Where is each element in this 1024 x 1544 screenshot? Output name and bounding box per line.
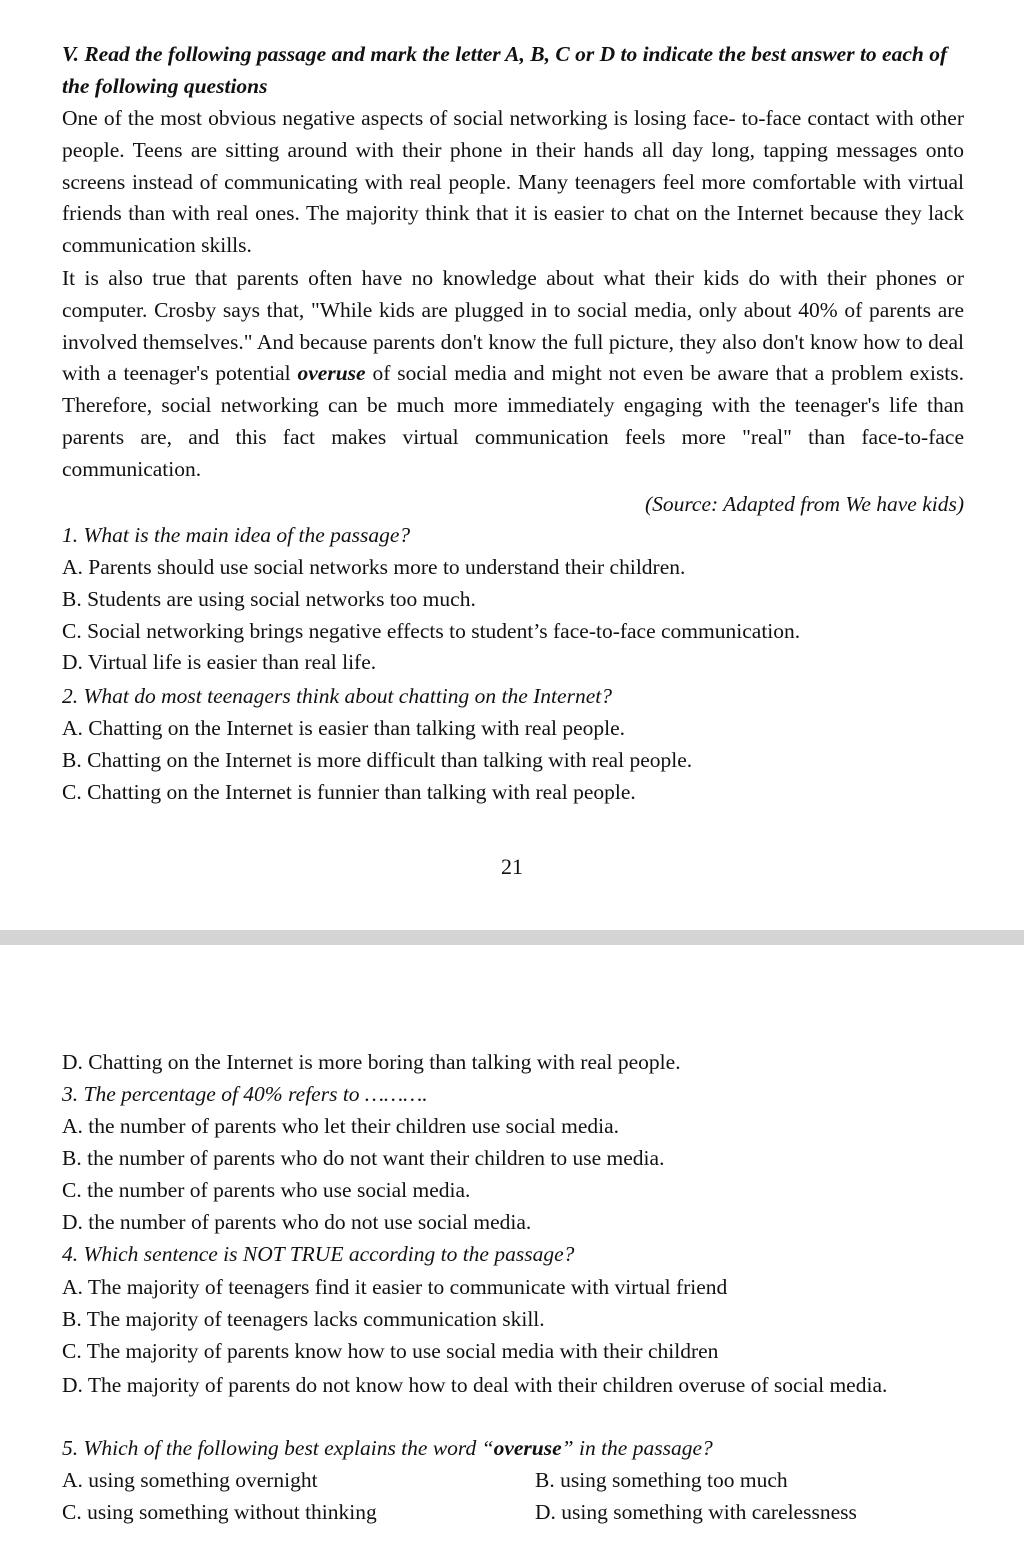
question-3-stem: 3. The percentage of 40% refers to ………. <box>62 1082 428 1106</box>
question-1-option-d: D. Virtual life is easier than real life. <box>62 650 377 674</box>
question-1-option-a: A. Parents should use social networks more to understand their children. <box>62 555 686 579</box>
page-separator <box>0 930 1024 945</box>
question-5-option-b: B. using something too much <box>535 1468 788 1492</box>
question-1-option-c: C. Social networking brings negative effects to student’s face-to-face communication. <box>62 619 801 643</box>
question-4-option-c: C. The majority of parents know how to use social media with their children <box>62 1339 719 1363</box>
question-3-option-d: D. the number of parents who do not use social media. <box>62 1210 532 1234</box>
question-5-stem-prefix: 5. Which of the following best explains the word “ <box>62 1436 494 1460</box>
question-4-option-d: D. The majority of parents do not know how to deal with their children overuse of social media. <box>62 1373 888 1397</box>
question-3-option-c: C. the number of parents who use social media. <box>62 1178 471 1202</box>
question-2-option-c: C. Chatting on the Internet is funnier than talking with real people. <box>62 780 636 804</box>
passage-paragraph-2 <box>62 263 964 486</box>
question-4-option-a: A. The majority of teenagers find it easier to communicate with virtual friend <box>62 1275 728 1299</box>
exercise-heading: V. Read the following passage and mark the letter A, B, C or D to indicate the best answer to each of the following questions <box>62 42 948 98</box>
question-5-stem-suffix: ” in the passage? <box>561 1436 713 1460</box>
paragraph-2-part-1: It is also true that parents often have no knowledge about what their kids do with their phones or computer. Crosby says that, "While kids are plugged in to social media, only about 40% of parents are involved themselves." And because parents don't know the full picture, they also don't know how to deal with a teenager's potential <box>62 266 964 386</box>
question-2-option-a: A. Chatting on the Internet is easier than talking with real people. <box>62 716 626 740</box>
keyword-overuse: overuse <box>297 361 366 386</box>
question-1-stem: 1. What is the main idea of the passage? <box>62 523 411 547</box>
page-22 <box>0 945 1024 1544</box>
question-1-option-b: B. Students are using social networks too much. <box>62 587 476 611</box>
question-3-option-a: A. the number of parents who let their children use social media. <box>62 1114 620 1138</box>
question-2-option-d: D. Chatting on the Internet is more boring than talking with real people. <box>62 1050 681 1074</box>
question-5-stem <box>62 1436 713 1461</box>
question-2-stem: 2. What do most teenagers think about chatting on the Internet? <box>62 684 612 708</box>
question-5-option-d: D. using something with carelessness <box>535 1500 857 1524</box>
question-5-option-a: A. using something overnight <box>62 1468 318 1492</box>
question-5-keyword: overuse <box>493 1436 562 1460</box>
paragraph-2-part-2: of social media and might not even be aware that a problem exists. Therefore, social networking can be much more immediately engaging with the teenager's life than parents are, and this fact makes virtual communication feels more "real" than face-to-face communication. <box>62 361 965 481</box>
page-number: 21 <box>501 854 523 879</box>
question-4-stem: 4. Which sentence is NOT TRUE according to the passage? <box>62 1242 575 1266</box>
passage-source: (Source: Adapted from We have kids) <box>644 492 964 516</box>
question-4-option-b: B. The majority of teenagers lacks communication skill. <box>62 1307 545 1331</box>
question-5-option-c: C. using something without thinking <box>62 1500 377 1524</box>
question-2-option-b: B. Chatting on the Internet is more difficult than talking with real people. <box>62 748 693 772</box>
passage-paragraph-1: One of the most obvious negative aspects of social networking is losing face- to-face contact with other people. Teens are sitting around with their phone in their hands all day long, tapping messages onto screens instead of communicating with real people. Many teenagers feel more comfortable with virtual friends than with real ones. The majority think that it is easier to chat on the Internet because they lack communication skills. <box>62 106 964 258</box>
question-3-option-b: B. the number of parents who do not want their children to use media. <box>62 1146 665 1170</box>
